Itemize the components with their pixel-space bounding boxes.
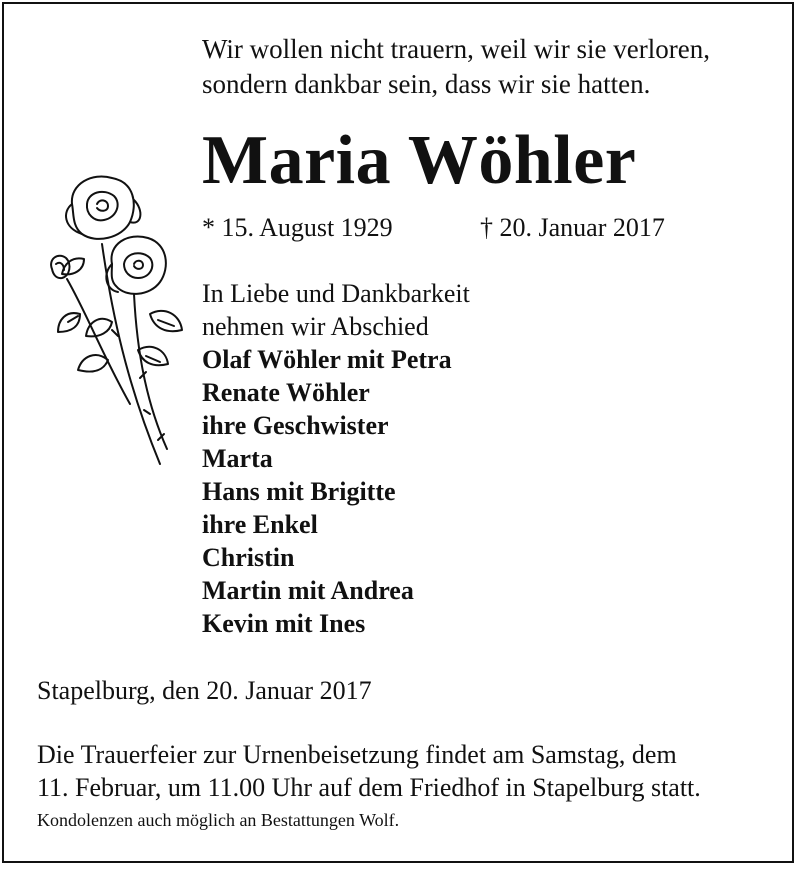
birth-date: * 15. August 1929 — [202, 213, 393, 242]
ceremony-line: 11. Februar, um 11.00 Uhr auf dem Friedhof in Stapelburg statt. — [37, 773, 701, 802]
obituary-notice — [2, 2, 794, 863]
mourner-name: Olaf Wöhler mit Petra — [202, 345, 452, 374]
quote-line: sondern dankbar sein, dass wir sie hatten. — [202, 69, 651, 99]
quote-line: Wir wollen nicht trauern, weil wir sie verloren, — [202, 34, 710, 64]
mourner-name: Kevin mit Ines — [202, 609, 366, 638]
mourner-name: Christin — [202, 543, 295, 572]
memorial-quote — [202, 32, 782, 102]
mourners-list — [202, 277, 602, 640]
mourner-name: Martin mit Andrea — [202, 576, 414, 605]
mourner-name: Marta — [202, 444, 273, 473]
death-date: † 20. Januar 2017 — [480, 213, 665, 242]
place-and-date: Stapelburg, den 20. Januar 2017 — [37, 676, 372, 705]
mourner-name: Renate Wöhler — [202, 378, 370, 407]
mourner-group-heading: ihre Enkel — [202, 510, 318, 539]
ceremony-line: Die Trauerfeier zur Urnenbeisetzung findet am Samstag, dem — [37, 740, 677, 769]
intro-line: nehmen wir Abschied — [202, 312, 429, 341]
funeral-ceremony-info — [37, 738, 767, 804]
mourner-name: Hans mit Brigitte — [202, 477, 396, 506]
intro-line: In Liebe und Dankbarkeit — [202, 279, 470, 308]
condolence-note: Kondolenzen auch möglich an Bestattungen Wolf. — [37, 810, 400, 830]
deceased-name: Maria Wöhler — [202, 122, 637, 199]
life-dates — [202, 211, 782, 245]
roses-icon — [42, 164, 192, 474]
mourner-group-heading: ihre Geschwister — [202, 411, 389, 440]
